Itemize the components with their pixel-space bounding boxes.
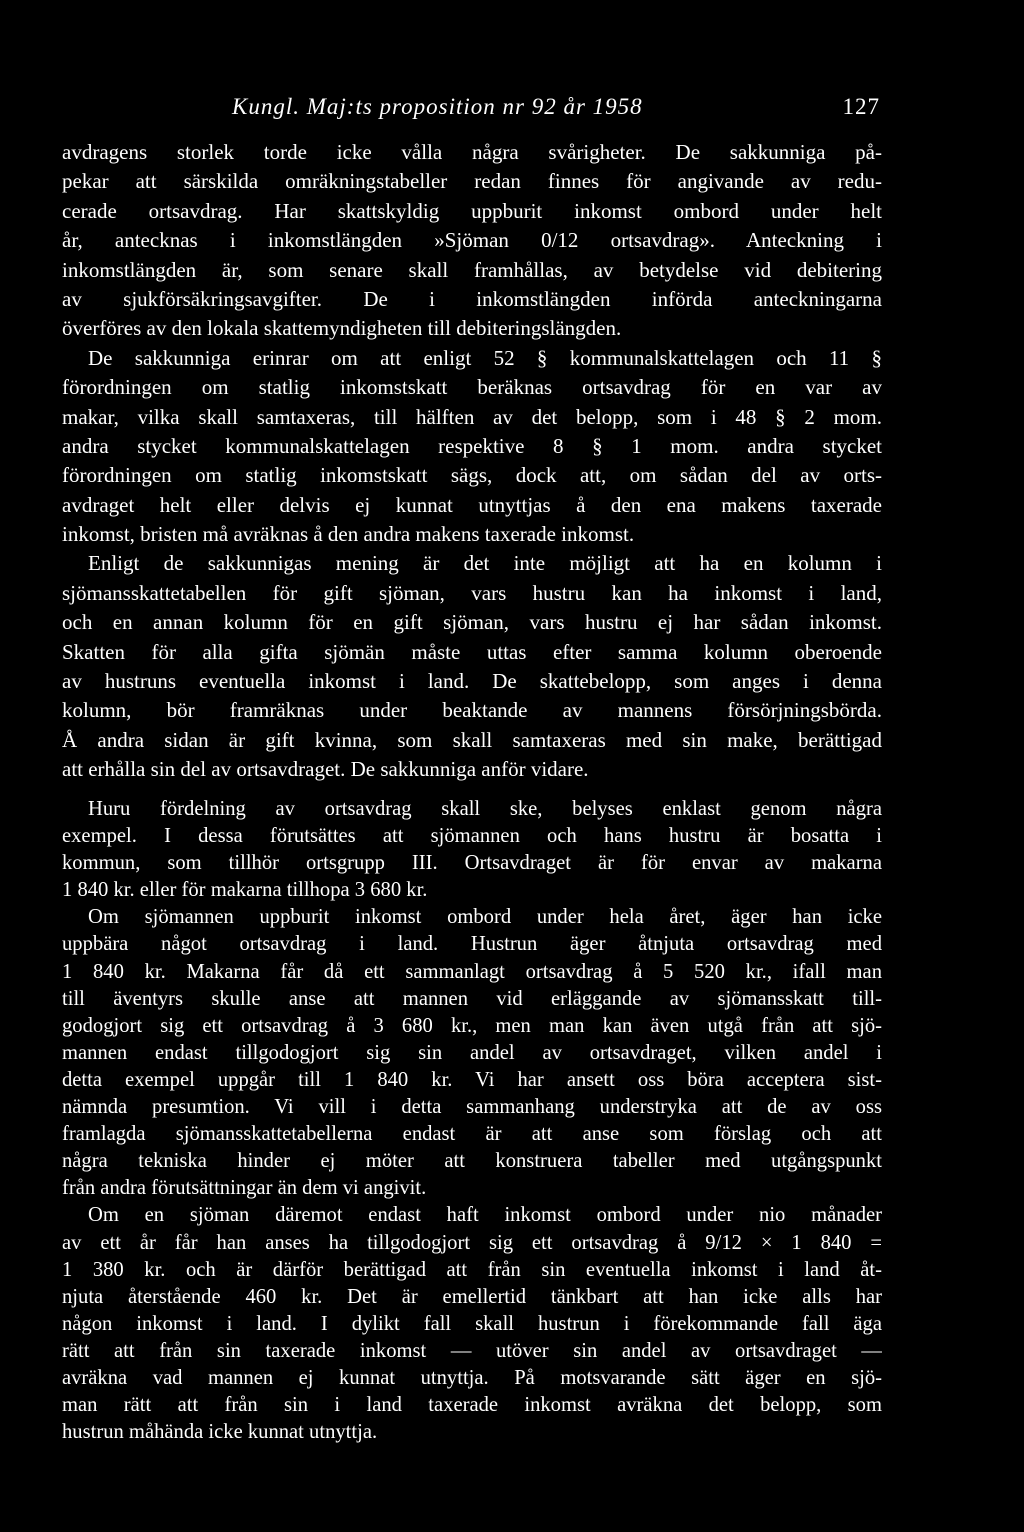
text-line: uppbära något ortsavdrag i land. Hustrun äger åtnjuta ortsavdrag med	[62, 933, 882, 956]
text-line: nämnda presumtion. Vi vill i detta sammanhang understryka att de av oss	[62, 1096, 882, 1119]
text-line: till äventyrs skulle anse att mannen vid erläggande av sjömansskatt till-	[62, 987, 882, 1010]
text-line: Om sjömannen uppburit inkomst ombord under hela året, äger han icke	[88, 906, 882, 929]
text-line: att erhålla sin del av ortsavdraget. De sakkunniga anför vidare.	[62, 757, 589, 782]
text-line: Om en sjöman däremot endast haft inkomst ombord under nio månader	[88, 1204, 882, 1227]
text-line: 1 840 kr. eller för makarna tillhopa 3 680 kr.	[62, 879, 428, 902]
text-line: förordningen om statlig inkomstskatt sägs, dock att, om sådan del av orts-	[62, 463, 882, 488]
text-line: Huru fördelning av ortsavdrag skall ske, belyses enklast genom några	[88, 798, 882, 820]
text-line: avdraget helt eller delvis ej kunnat utnyttjas å den ena makens taxerade	[62, 492, 882, 517]
text-line: av sjukförsäkringsavgifter. De i inkomstlängden införda anteckningarna	[62, 286, 882, 311]
text-line: makar, vilka skall samtaxeras, till hälften av det belopp, som i 48 § 2 mom.	[62, 404, 882, 429]
text-line: några tekniska hinder ej möter att konstruera tabeller med utgångspunkt	[62, 1150, 882, 1173]
page-header	[60, 94, 880, 134]
text-line: pekar att särskilda omräkningstabeller redan finnes för angivande av redu-	[62, 169, 882, 194]
text-line: överföres av den lokala skattemyndigheten till debiteringslängden.	[62, 316, 622, 341]
text-line: avräkna vad mannen ej kunnat utnyttja. På motsvarande sätt äger en sjö-	[62, 1366, 882, 1389]
body-text-part-2	[62, 796, 882, 1446]
text-line: hustrun måhända icke kunnat utnyttja.	[62, 1421, 378, 1444]
text-line: mannen endast tillgodogjort sig sin andel av ortsavdraget, vilken andel i	[62, 1041, 882, 1064]
text-line: förordningen om statlig inkomstskatt beräknas ortsavdrag för en var av	[62, 375, 882, 400]
text-line: och en annan kolumn för en gift sjöman, vars hustru ej har sådan inkomst.	[62, 610, 882, 635]
text-line: detta exempel uppgår till 1 840 kr. Vi har ansett oss böra acceptera sist-	[62, 1068, 882, 1091]
body-text-part-1	[62, 138, 882, 785]
text-line: andra stycket kommunalskattelagen respektive 8 § 1 mom. andra stycket	[62, 433, 882, 458]
text-line: Skatten för alla gifta sjömän måste uttas efter samma kolumn oberoende	[62, 639, 882, 664]
text-line: Å andra sidan är gift kvinna, som skall samtaxeras med sin make, berättigad	[62, 727, 882, 752]
text-line: exempel. I dessa förutsättes att sjömannen och hans hustru är bosatta i	[62, 825, 882, 848]
page-number: 127	[842, 94, 880, 119]
text-line: sjömansskattetabellen för gift sjöman, vars hustru kan ha inkomst i land,	[62, 580, 882, 605]
text-line: från andra förutsättningar än dem vi angivit.	[62, 1177, 427, 1200]
text-line: av ett år får han anses ha tillgodogjort sig ett ortsavdrag å 9/12 × 1 840 =	[62, 1231, 882, 1254]
text-line: någon inkomst i land. I dylikt fall skall hustrun i förekommande fall äga	[62, 1312, 882, 1335]
text-line: inkomstlängden är, som senare skall framhållas, av betydelse vid debitering	[62, 257, 882, 282]
text-line: år, antecknas i inkomstlängden »Sjöman 0/12 ortsavdrag». Anteckning i	[62, 228, 882, 253]
text-line: inkomst, bristen må avräknas å den andra makens taxerade inkomst.	[62, 522, 635, 547]
text-line: avdragens storlek torde icke vålla några svårigheter. De sakkunniga på-	[62, 140, 882, 164]
text-line: godogjort sig ett ortsavdrag å 3 680 kr., men man kan även utgå från att sjö-	[62, 1014, 882, 1037]
text-line: man rätt att från sin i land taxerade inkomst avräkna det belopp, som	[62, 1394, 882, 1417]
text-line: 1 380 kr. och är därför berättigad att från sin eventuella inkomst i land åt-	[62, 1258, 882, 1281]
running-title: Kungl. Maj:ts proposition nr 92 år 1958	[232, 94, 643, 119]
text-line: Enligt de sakkunnigas mening är det inte möjligt att ha en kolumn i	[88, 551, 882, 576]
text-line: cerade ortsavdrag. Har skattskyldig uppburit inkomst ombord under helt	[62, 198, 882, 223]
text-line: kommun, som tillhör ortsgrupp III. Ortsavdraget är för envar av makarna	[62, 852, 882, 875]
text-line: framlagda sjömansskattetabellerna endast är att anse som förslag och att	[62, 1123, 882, 1146]
text-line: kolumn, bör framräknas under beaktande av mannens försörjningsbörda.	[62, 698, 882, 723]
text-line: rätt att från sin taxerade inkomst — utöver sin andel av ortsavdraget —	[62, 1339, 882, 1362]
text-line: De sakkunniga erinrar om att enligt 52 § kommunalskattelagen och 11 §	[88, 345, 882, 370]
text-line: 1 840 kr. Makarna får då ett sammanlagt ortsavdrag å 5 520 kr., ifall man	[62, 960, 882, 983]
text-line: njuta återstående 460 kr. Det är emellertid tänkbart att han icke alls har	[62, 1285, 882, 1308]
text-line: av hustruns eventuella inkomst i land. De skattebelopp, som anges i denna	[62, 669, 882, 694]
